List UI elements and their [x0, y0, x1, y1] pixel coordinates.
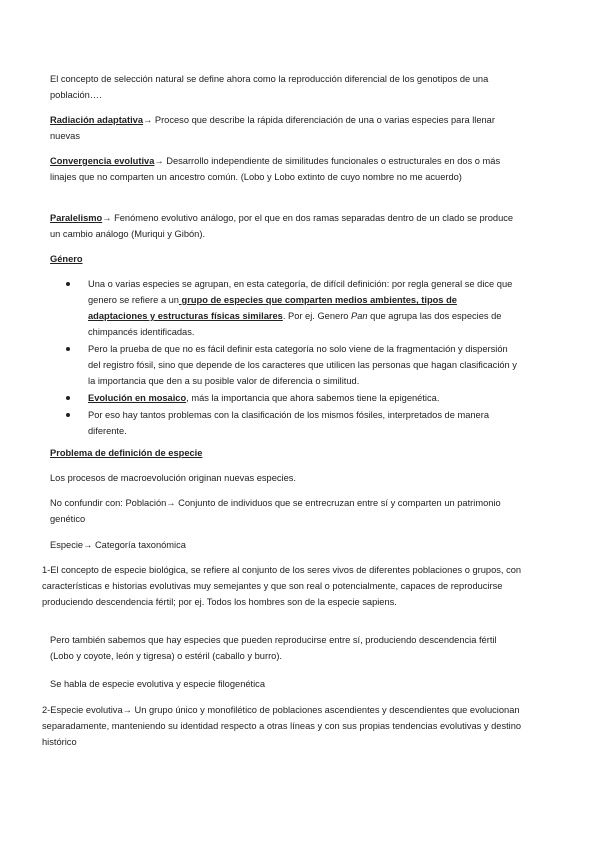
radiacion-paragraph — [50, 112, 520, 144]
arrow-icon: → — [143, 115, 153, 125]
problema-p2: No confundir con: Población→ Conjunto de individuos que se entrecruzan entre sí y comparten un patrimonio genético — [50, 498, 501, 524]
problema-p3: Especie→ Categoría taxonómica — [50, 540, 186, 550]
list-item: Pero la prueba de que no es fácil definir esta categoría no solo viene de la fragmentación y dispersión del registro fósil, sino que depende de los caracteres que utilicen las personas que hagan clasificación y la importancia que den a su posible valor de diferencia o similitud. — [66, 341, 518, 389]
bullet-icon — [66, 347, 70, 351]
radiacion-text: Proceso que describe la rápida diferenciación de una o varias especies para llenar nuevas — [50, 115, 495, 141]
bullet-icon — [66, 282, 70, 286]
list-item: Por eso hay tantos problemas con la clasificación de los mismos fósiles, interpretados de manera diferente. — [66, 407, 518, 439]
paralelismo-paragraph — [50, 210, 520, 242]
convergencia-text: Desarrollo independiente de similitudes funcionales o estructurales en dos o más linajes que no comparten un ancestro común. (Lobo y Lobo extinto de cuyo nombre no me acuerdo) — [50, 156, 501, 182]
bullet-icon — [66, 396, 70, 400]
intro-paragraph: El concepto de selección natural se define ahora como la reproducción diferencial de los genotipos de una población…. — [50, 74, 489, 100]
problema-heading: Problema de definición de especie — [50, 448, 203, 458]
arrow-icon: → — [102, 213, 112, 223]
bullet-icon — [66, 413, 70, 417]
convergencia-paragraph — [50, 153, 520, 185]
problema-p1: Los procesos de macroevolución originan nuevas especies. — [50, 473, 296, 483]
convergencia-term: Convergencia evolutiva — [50, 156, 155, 166]
problema-p4: 1-El concepto de especie biológica, se refiere al conjunto de los seres vivos de diferentes poblaciones o grupos, con características e historias evolutivas muy semejantes y que son real o potencialmente, capaces de reproducirse produciendo descendencia fértil; por ej. Todos los hombres son de la especie sapiens. — [42, 565, 522, 607]
radiacion-term: Radiación adaptativa — [50, 115, 143, 125]
paralelismo-text: Fenómeno evolutivo análogo, por el que en dos ramas separadas dentro de un clado se produce un cambio análogo (Muriqui y Gibón). — [50, 213, 514, 239]
problema-p5: Pero también sabemos que hay especies que pueden reproducirse entre sí, produciendo descendencia fértil (Lobo y coyote, león y tigresa) o estéril (caballo y burro). — [50, 635, 497, 661]
list-item: Evolución en mosaico, más la importancia que ahora sabemos tiene la epigenética. — [66, 390, 518, 406]
genero-heading: Género — [50, 254, 83, 264]
problema-p7: 2-Especie evolutiva→ Un grupo único y monofilético de poblaciones ascendientes y descendientes que evolucionan separadamente, manteniendo su identidad respecto a otras líneas y con sus propias tendencias evolutivas y destino histórico — [42, 705, 522, 747]
paralelismo-term: Paralelismo — [50, 213, 103, 223]
problema-p6: Se habla de especie evolutiva y especie filogenética — [50, 679, 266, 689]
arrow-icon: → — [154, 156, 164, 166]
list-item: Una o varias especies se agrupan, en esta categoría, de difícil definición: por regla general se dice que genero se refiere a un grupo de especies que comparten medios ambientes, tipos de adaptaciones y estructuras físicas similares. Por ej. Genero Pan que agrupa las dos especies de chimpancés identificadas. — [66, 276, 518, 340]
genero-list — [66, 276, 518, 440]
